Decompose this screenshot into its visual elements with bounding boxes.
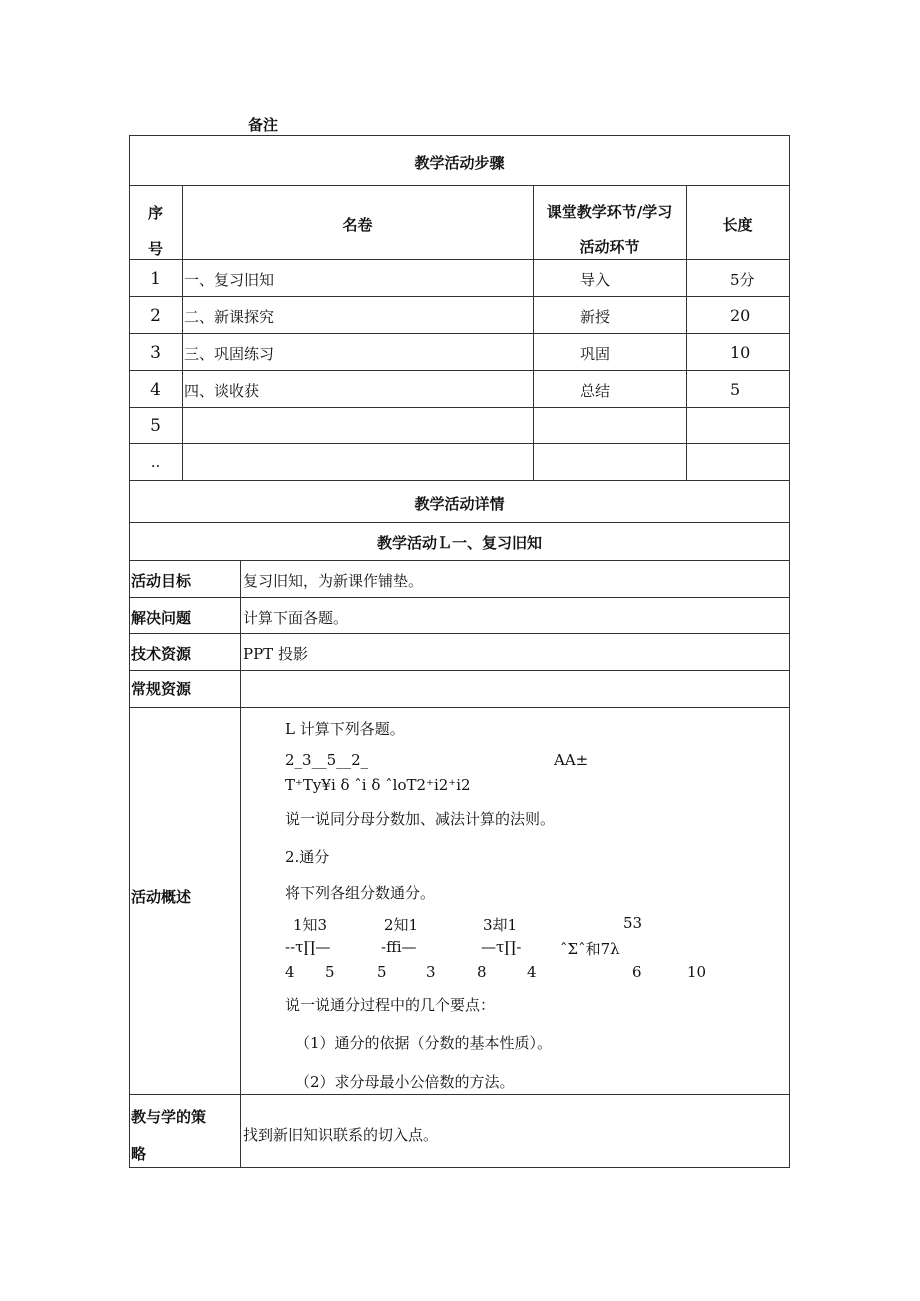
fraction-text: 4 (527, 963, 537, 981)
row-seq: 1 (150, 269, 161, 289)
overview-line: （1）通分的依据（分数的基本性质）。 (295, 1034, 553, 1052)
overview-line: 将下列各组分数通分。 (285, 884, 436, 902)
fraction-text: —τ∏- (481, 938, 522, 956)
row-stage: 巩固 (580, 345, 611, 363)
row-stage: 新授 (580, 308, 611, 326)
overview-label: 活动概述 (131, 888, 192, 906)
fraction-text: 1知3 (293, 916, 328, 934)
fraction-text: 6 (632, 963, 642, 981)
overview-line: T⁺Ty¥i δ ˆi δ ˆloT2⁺i2⁺i2 (285, 776, 471, 794)
tech-value: PPT 投影 (243, 645, 308, 663)
row-name: 四、谈收获 (184, 382, 260, 400)
row-length: 5分 (730, 271, 755, 289)
header-name: 名卷 (342, 216, 373, 234)
fraction-text: 53 (623, 914, 643, 932)
overview-line: L 计算下列各题。 (285, 720, 405, 738)
fraction-text: 3却1 (483, 916, 518, 934)
fraction-text: 5 (377, 963, 387, 981)
steps-title: 教学活动步骤 (414, 154, 505, 172)
row-length: 5 (730, 380, 741, 399)
fraction-text: 5 (325, 963, 335, 981)
row-stage: 导入 (580, 271, 611, 289)
fraction-text: 8 (477, 963, 487, 981)
header-seq-line2: 号 (147, 240, 163, 258)
activity-title: 教学活动Ｌ一、复习旧知 (376, 534, 542, 552)
header-seq-line1: 序 (147, 204, 163, 222)
problem-label: 解决问题 (131, 609, 192, 627)
overview-line: 说一说同分母分数加、减法计算的法则。 (285, 810, 556, 828)
row-name: 一、复习旧知 (184, 271, 275, 289)
row-length: 10 (730, 343, 751, 362)
header-stage-line1: 课堂教学环节/学习 (546, 203, 673, 221)
fraction-text: 10 (687, 963, 707, 981)
row-seq: 2 (150, 306, 161, 326)
fraction-text: -ffi— (381, 938, 417, 956)
row-stage: 总结 (580, 382, 611, 400)
overview-line: AA± (554, 751, 589, 769)
note-title: 备注 (248, 116, 279, 134)
row-seq: 3 (150, 343, 161, 363)
header-stage-line2: 活动环节 (579, 238, 640, 256)
header-length: 长度 (722, 216, 753, 234)
goal-label: 活动目标 (131, 572, 192, 590)
regular-label: 常规资源 (131, 680, 192, 698)
tech-label: 技术资源 (131, 645, 192, 663)
strategy-label-line2: 略 (131, 1145, 147, 1163)
details-title: 教学活动详情 (414, 495, 505, 513)
fraction-text: ˆΣˆ和7λ (560, 940, 620, 958)
overview-line: （2）求分母最小公倍数的方法。 (295, 1073, 515, 1091)
problem-value: 计算下面各题。 (243, 609, 349, 627)
fraction-text: 3 (426, 963, 436, 981)
fraction-text: 4 (285, 963, 295, 981)
row-name: 三、巩固练习 (184, 345, 275, 363)
overview-line: 2.通分 (285, 848, 330, 866)
strategy-value: 找到新旧知识联系的切入点。 (243, 1126, 439, 1144)
fraction-text: --τ∏— (285, 938, 331, 956)
goal-value: 复习旧知，为新课作铺垫。 (243, 572, 424, 590)
row-seq: 5 (150, 416, 161, 436)
strategy-label-line1: 教与学的策 (131, 1108, 207, 1126)
overview-line: 2_3__5__2_ (285, 751, 369, 769)
fraction-text: 2知1 (384, 916, 419, 934)
row-seq: .. (150, 453, 161, 471)
row-name: 二、新课探究 (184, 308, 275, 326)
row-seq: 4 (150, 380, 161, 400)
row-length: 20 (730, 306, 751, 325)
overview-line: 说一说通分过程中的几个要点： (285, 996, 496, 1014)
